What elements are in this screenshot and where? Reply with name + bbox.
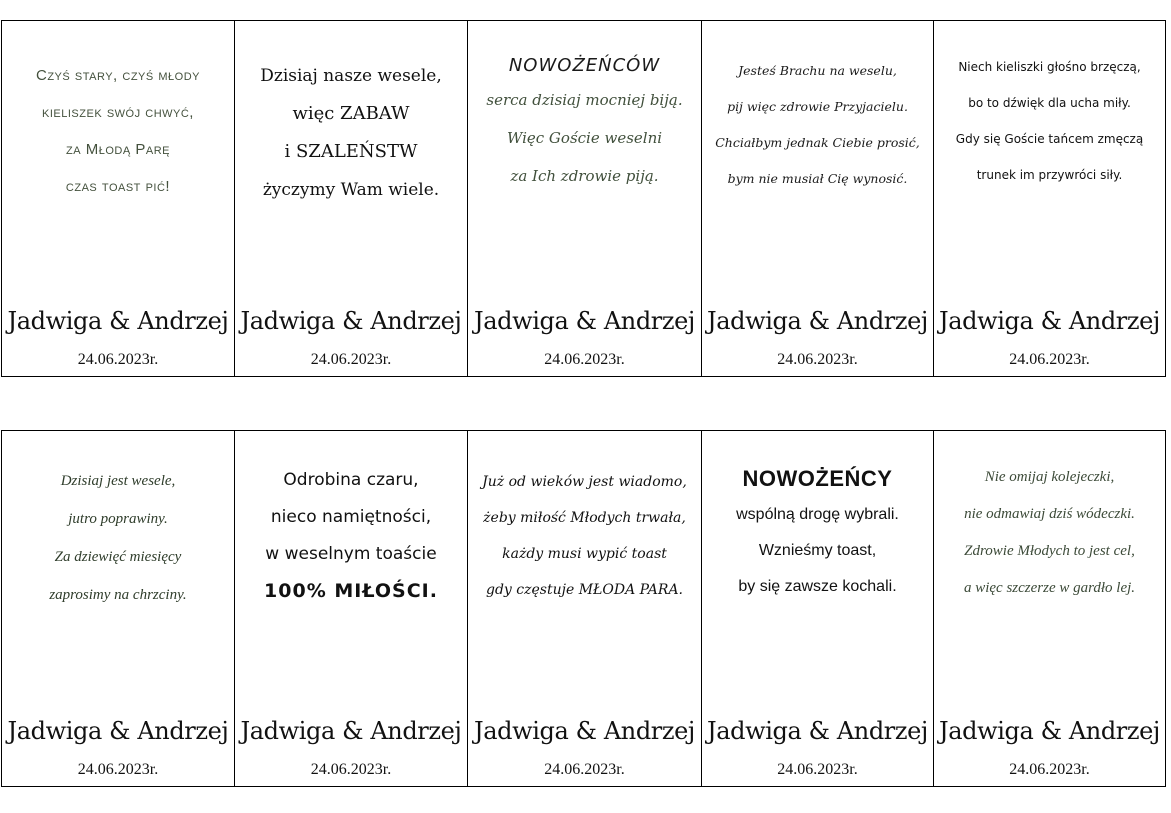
verse-line: nie odmawiaj dziś wódeczki. bbox=[964, 506, 1135, 522]
wedding-date: 24.06.2023r. bbox=[777, 351, 858, 368]
verse-line: trunek im przywróci siły. bbox=[976, 168, 1123, 182]
label-verse bbox=[702, 53, 933, 197]
couple-names: Jadwiga & Andrzej bbox=[707, 717, 928, 745]
wedding-date: 24.06.2023r. bbox=[77, 761, 159, 778]
verse-line: Niech kieliszki głośno brzęczą, bbox=[958, 60, 1141, 74]
vodka-label-5 bbox=[934, 21, 1165, 376]
wedding-date: 24.06.2023r. bbox=[310, 351, 392, 368]
label-verse bbox=[468, 51, 701, 195]
verse-line: bo to dźwięk dla ucha miły. bbox=[968, 96, 1131, 110]
verse-line: Za dziewięć miesięcy bbox=[54, 549, 182, 565]
verse-line: więc ZABAW bbox=[292, 103, 410, 124]
wedding-date: 24.06.2023r. bbox=[777, 761, 858, 778]
label-row-2 bbox=[1, 430, 1166, 787]
wedding-date: 24.06.2023r. bbox=[1009, 351, 1090, 368]
verse-line: Zdrowie Młodych to jest cel, bbox=[964, 543, 1135, 559]
verse-line: kieliszek swój chwyć, bbox=[42, 104, 194, 121]
label-verse bbox=[2, 462, 234, 614]
wedding-date: 24.06.2023r. bbox=[310, 761, 392, 778]
label-verse bbox=[235, 57, 467, 209]
verse-line: żeby miłość Młodych trwała, bbox=[483, 510, 686, 526]
vodka-label-6 bbox=[2, 431, 235, 786]
couple-names: Jadwiga & Andrzej bbox=[240, 307, 462, 335]
verse-line: Jesteś Brachu na weselu, bbox=[738, 63, 897, 78]
verse-line: nieco namiętności, bbox=[270, 507, 432, 527]
vodka-label-8 bbox=[468, 431, 702, 786]
couple-names: Jadwiga & Andrzej bbox=[939, 307, 1160, 335]
verse-line: Dzisiaj jest wesele, bbox=[60, 473, 176, 489]
wedding-date: 24.06.2023r. bbox=[77, 351, 159, 368]
label-verse bbox=[934, 49, 1165, 193]
couple-names: Jadwiga & Andrzej bbox=[7, 307, 229, 335]
verse-line: Wznieśmy toast, bbox=[758, 542, 877, 559]
label-verse bbox=[235, 462, 467, 610]
wedding-date: 24.06.2023r. bbox=[544, 351, 625, 368]
verse-line: NOWOŻEŃCY bbox=[742, 466, 893, 491]
verse-line: a więc szczerze w gardło lej. bbox=[963, 580, 1136, 596]
verse-line: zaprosimy na chrzciny. bbox=[49, 587, 187, 603]
couple-names: Jadwiga & Andrzej bbox=[939, 717, 1160, 745]
verse-line: i SZALEŃSTW bbox=[284, 141, 418, 162]
verse-line: Odrobina czaru, bbox=[283, 470, 419, 490]
couple-names: Jadwiga & Andrzej bbox=[240, 717, 462, 745]
verse-line: Czyś stary, czyś młody bbox=[35, 67, 200, 84]
verse-line: jutro poprawiny. bbox=[68, 511, 168, 527]
verse-line: za Ich zdrowie piją. bbox=[510, 167, 659, 185]
label-verse bbox=[2, 57, 234, 205]
vodka-label-2 bbox=[235, 21, 468, 376]
verse-line: Więc Goście weselni bbox=[506, 129, 663, 147]
couple-names: Jadwiga & Andrzej bbox=[474, 717, 695, 745]
verse-line: Nie omijaj kolejeczki, bbox=[984, 469, 1115, 485]
couple-names: Jadwiga & Andrzej bbox=[7, 717, 229, 745]
vodka-label-4 bbox=[702, 21, 934, 376]
verse-line: w weselnym toaście bbox=[265, 544, 437, 564]
label-row-1 bbox=[1, 20, 1166, 377]
label-verse bbox=[468, 464, 701, 608]
verse-line: NOWOŻEŃCÓW bbox=[508, 55, 661, 76]
vodka-label-1 bbox=[2, 21, 235, 376]
couple-names: Jadwiga & Andrzej bbox=[474, 307, 695, 335]
vodka-label-7 bbox=[235, 431, 468, 786]
vodka-label-3 bbox=[468, 21, 702, 376]
verse-line: by się zawsze kochali. bbox=[738, 578, 897, 595]
verse-line: Dzisiaj nasze wesele, bbox=[260, 66, 442, 86]
couple-names: Jadwiga & Andrzej bbox=[707, 307, 928, 335]
verse-line: 100% MIŁOŚCI. bbox=[264, 580, 438, 602]
vodka-label-10 bbox=[934, 431, 1165, 786]
label-verse bbox=[702, 461, 933, 605]
verse-line: za Młodą Parę bbox=[66, 141, 170, 158]
verse-line: życzymy Wam wiele. bbox=[262, 180, 440, 200]
verse-line: gdy częstuje MŁODA PARA. bbox=[486, 582, 683, 598]
verse-line: Gdy się Goście tańcem zmęczą bbox=[955, 132, 1144, 146]
verse-line: każdy musi wypić toast bbox=[502, 546, 667, 562]
verse-line: pij więc zdrowie Przyjacielu. bbox=[727, 99, 908, 114]
label-verse bbox=[934, 459, 1165, 607]
verse-line: wspólną drogę wybrali. bbox=[736, 506, 899, 523]
verse-line: Już od wieków jest wiadomo, bbox=[482, 474, 687, 490]
wedding-date: 24.06.2023r. bbox=[1009, 761, 1090, 778]
wedding-date: 24.06.2023r. bbox=[544, 761, 625, 778]
verse-line: czas toast pić! bbox=[65, 178, 171, 195]
verse-line: bym nie musiał Cię wynosić. bbox=[727, 171, 908, 186]
vodka-label-9 bbox=[702, 431, 934, 786]
verse-line: Chciałbym jednak Ciebie prosić, bbox=[715, 135, 920, 150]
verse-line: serca dzisiaj mocniej biją. bbox=[486, 91, 683, 109]
